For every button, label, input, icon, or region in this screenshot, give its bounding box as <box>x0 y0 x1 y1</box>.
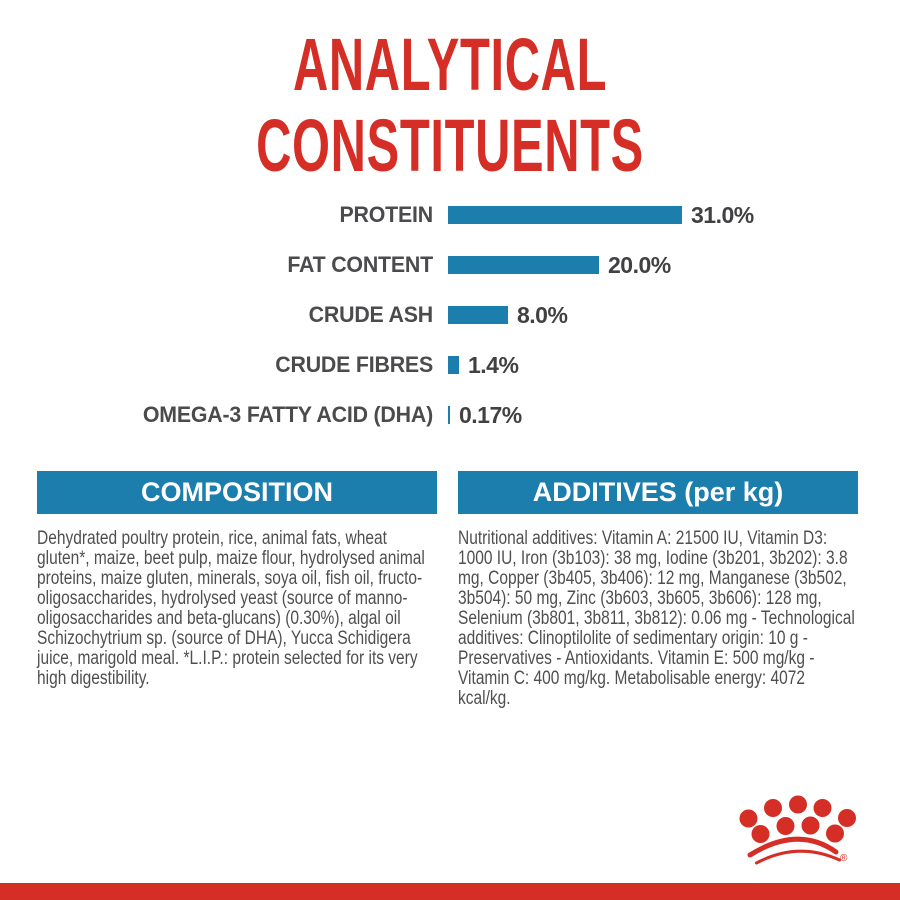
chart-category-label: FAT CONTENT <box>287 252 433 277</box>
chart-bar-group <box>448 190 754 240</box>
chart-bar <box>448 306 508 324</box>
bottom-red-stripe <box>0 883 900 900</box>
analytical-constituents-chart <box>0 190 900 440</box>
chart-row-fat-content <box>0 240 900 290</box>
chart-value-label: 0.17% <box>459 401 522 428</box>
crown-arcs <box>750 839 840 863</box>
chart-bar-group <box>448 240 671 290</box>
chart-bar-group <box>448 290 567 340</box>
additives-header-banner <box>458 471 858 514</box>
chart-bar <box>448 206 682 224</box>
additives-header-label: ADDITIVES (per kg) <box>532 477 784 507</box>
title-line-1: ANALYTICAL <box>292 23 608 106</box>
chart-bar-group <box>448 340 518 390</box>
composition-header-label: COMPOSITION <box>140 477 333 507</box>
crown-dots <box>740 796 857 844</box>
chart-row-omega3-dha <box>0 390 900 440</box>
chart-bar <box>448 256 599 274</box>
composition-header-banner <box>37 471 437 514</box>
chart-category-label: CRUDE ASH <box>308 302 433 327</box>
composition-body-text: Dehydrated poultry protein, rice, animal fats, wheat gluten*, maize, beet pulp, maize flour, hydrolysed animal proteins, maize gluten, minerals, soya oil, fish oil, fructo-oligosaccharides, hydrolysed yeast (source of manno-oligosaccharides and beta-glucans) (0.30%), algal oil Schizochytrium sp. (source of DHA), Yucca Schidigera juice, marigold meal. *L.I.P.: protein selected for its very high digestibility. <box>37 528 425 689</box>
chart-value-label: 8.0% <box>517 301 568 328</box>
chart-value-label: 31.0% <box>691 201 754 228</box>
chart-row-crude-fibres <box>0 340 900 390</box>
page-title <box>0 24 900 186</box>
title-line-2: CONSTITUENTS <box>256 104 644 187</box>
chart-bar <box>448 356 459 374</box>
chart-category-label: CRUDE FIBRES <box>275 352 433 377</box>
chart-bar <box>448 406 450 424</box>
chart-bar-group <box>448 390 522 440</box>
chart-value-label: 1.4% <box>468 351 519 378</box>
registered-trademark-symbol: ® <box>840 853 848 864</box>
chart-value-label: 20.0% <box>608 251 671 278</box>
chart-category-label: PROTEIN <box>339 202 433 227</box>
chart-category-label: OMEGA-3 FATTY ACID (DHA) <box>142 402 433 427</box>
additives-body-text: Nutritional additives: Vitamin A: 21500 IU, Vitamin D3: 1000 IU, Iron (3b103): 38 mg, Iodine (3b201, 3b202): 3.8 mg, Copper (3b405, 3b406): 12 mg, Manganese (3b502, 3b504): 50 mg, Zinc (3b603, 3b605, 3b606): 128 mg, Selenium (3b801, 3b811, 3b812): 0.06 mg - Technological additives: Clinoptilolite of sedimentary origin: 10 g - Preservatives - Antioxidants. Vitamin E: 500 mg/kg - Vitamin C: 400 mg/kg. Metabolisable energy: 4072 kcal/kg. <box>458 528 855 709</box>
chart-row-crude-ash <box>0 290 900 340</box>
chart-row-protein <box>0 190 900 240</box>
royal-canin-crown-icon <box>739 795 859 867</box>
